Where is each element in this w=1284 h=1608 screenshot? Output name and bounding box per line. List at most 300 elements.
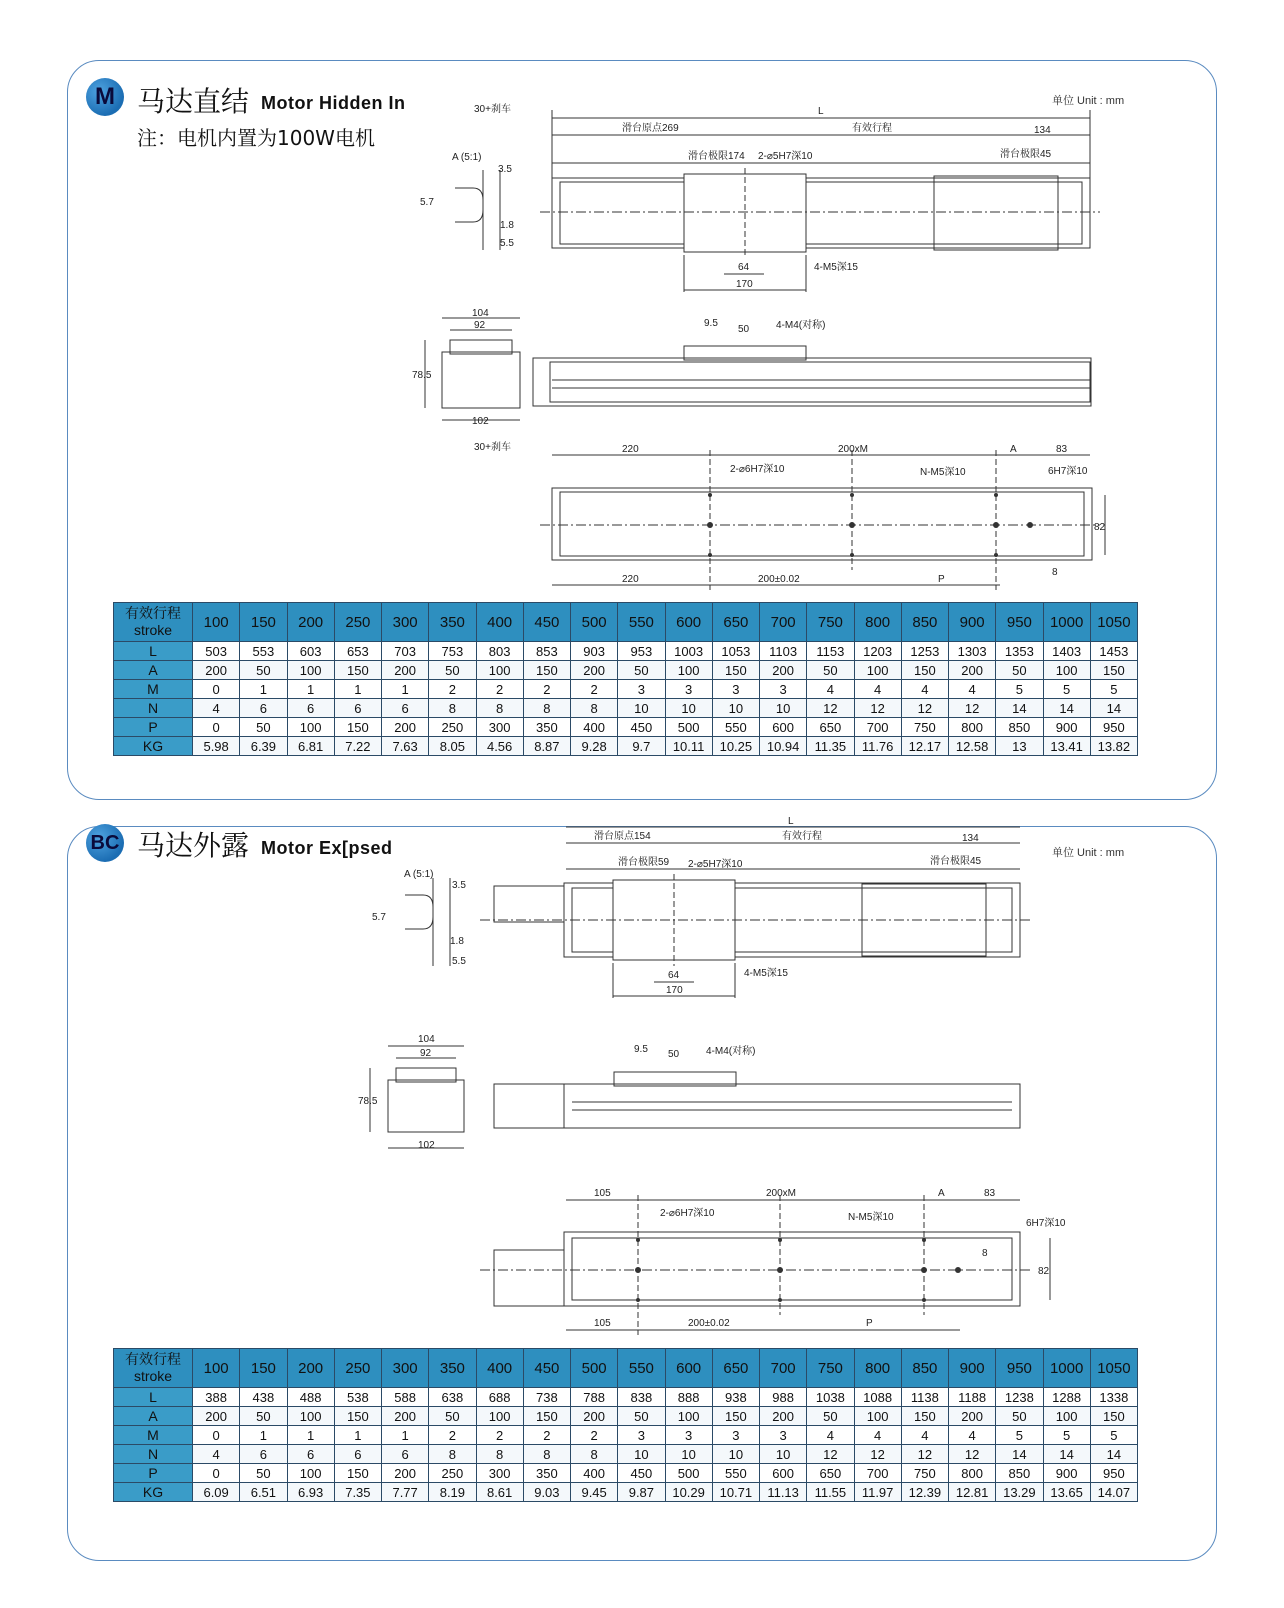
dim-a: A: [1010, 444, 1017, 455]
table-cell: 200: [193, 1407, 240, 1426]
table-cell: 850: [996, 1464, 1043, 1483]
dim-200-tol: 200±0.02: [688, 1318, 730, 1329]
table-row: [114, 1426, 1138, 1445]
table-cell: 6: [287, 699, 334, 718]
table-header-stroke: 600: [665, 603, 712, 642]
table-row: [114, 1445, 1138, 1464]
table-cell: 13.29: [996, 1483, 1043, 1502]
dim-m5: 4-M5深15: [814, 262, 858, 273]
table-cell: 12: [854, 699, 901, 718]
table-cell: 10: [665, 699, 712, 718]
table-cell: 100: [287, 661, 334, 680]
table-header-stroke: 200: [287, 1349, 334, 1388]
table-cell: 838: [618, 1388, 665, 1407]
header-label-en: stroke: [133, 1368, 173, 1384]
header-label-cn: 有效行程: [125, 605, 181, 621]
table-cell: 50: [807, 1407, 854, 1426]
table-cell: 12: [807, 699, 854, 718]
table-cell: 1: [240, 1426, 287, 1445]
dim-102: 102: [418, 1140, 435, 1151]
table-cell: 538: [334, 1388, 381, 1407]
section-title-en: Motor Hidden In: [261, 93, 406, 113]
dim-50: 50: [738, 324, 750, 335]
header-label-cn: 有效行程: [125, 1351, 181, 1367]
table-cell: 7.35: [334, 1483, 381, 1502]
table-cell: 6: [382, 1445, 429, 1464]
dim-9-5: 9.5: [704, 318, 718, 329]
table-cell: 2: [476, 1426, 523, 1445]
table-cell: 12: [901, 1445, 948, 1464]
table-cell: 503: [193, 642, 240, 661]
table-cell: 6: [240, 1445, 287, 1464]
table-cell: 953: [618, 642, 665, 661]
table-cell: 900: [1043, 718, 1090, 737]
table-cell: 7.77: [382, 1483, 429, 1502]
table-cell: 4: [193, 699, 240, 718]
table-cell: 1: [334, 1426, 381, 1445]
table-row-label: M: [114, 1426, 193, 1445]
dim-200xm: 200xM: [838, 444, 869, 455]
table-cell: 100: [476, 661, 523, 680]
table-cell: 200: [760, 661, 807, 680]
dim-64: 64: [738, 262, 750, 273]
dim-102: 102: [472, 416, 489, 427]
table-cell: 9.45: [571, 1483, 618, 1502]
table-cell: 4: [949, 1426, 996, 1445]
table-cell: 6.93: [287, 1483, 334, 1502]
table-cell: 5.98: [193, 737, 240, 756]
dim-5-7: 5.7: [420, 197, 434, 208]
table-cell: 6.39: [240, 737, 287, 756]
dim-brake-bottom: 30+刹车: [474, 442, 511, 453]
table-cell: 200: [382, 1407, 429, 1426]
table-header-stroke: 450: [523, 1349, 570, 1388]
table-cell: 10.11: [665, 737, 712, 756]
section-note: 注：电机内置为100W电机: [137, 126, 375, 150]
table-cell: 12.39: [901, 1483, 948, 1502]
dim-pin6: 2-⌀6H7深10: [730, 464, 785, 475]
dim-L: L: [818, 106, 824, 117]
table-cell: 350: [523, 1464, 570, 1483]
table-cell: 11.35: [807, 737, 854, 756]
table-cell: 8.87: [523, 737, 570, 756]
table-header-stroke: 700: [760, 603, 807, 642]
table-cell: 10.71: [712, 1483, 759, 1502]
table-header-row: [114, 1349, 1138, 1388]
table-cell: 12.58: [949, 737, 996, 756]
table-cell: 100: [1043, 1407, 1090, 1426]
table-cell: 10: [760, 699, 807, 718]
table-cell: 2: [523, 680, 570, 699]
dim-detail-a: A (5:1): [452, 152, 482, 163]
table-cell: 6: [334, 1445, 381, 1464]
table-cell: 800: [949, 1464, 996, 1483]
table-cell: 13.65: [1043, 1483, 1090, 1502]
table-header-stroke: 550: [618, 1349, 665, 1388]
dim-5-7: 5.7: [372, 912, 386, 923]
table-cell: 50: [996, 661, 1043, 680]
table-cell: 5: [1090, 680, 1137, 699]
table-cell: 1238: [996, 1388, 1043, 1407]
table-cell: 1: [240, 680, 287, 699]
dim-82: 82: [1094, 522, 1106, 533]
dim-105-bottom: 105: [594, 1318, 611, 1329]
table-row: [114, 1388, 1138, 1407]
table-cell: 4: [949, 680, 996, 699]
table-cell: 200: [949, 661, 996, 680]
table-row-label: P: [114, 718, 193, 737]
table-cell: 8: [523, 1445, 570, 1464]
dim-200-tol: 200±0.02: [758, 574, 800, 585]
table-cell: 950: [1090, 1464, 1137, 1483]
table-cell: 3: [712, 680, 759, 699]
table-cell: 12: [807, 1445, 854, 1464]
table-cell: 600: [760, 718, 807, 737]
table-header-stroke: 350: [429, 1349, 476, 1388]
dim-m4: 4-M4(对称): [706, 1046, 756, 1057]
table-cell: 4: [854, 680, 901, 699]
table-cell: 150: [901, 661, 948, 680]
table-cell: 750: [901, 1464, 948, 1483]
table-cell: 488: [287, 1388, 334, 1407]
table-cell: 50: [240, 1464, 287, 1483]
table-cell: 750: [901, 718, 948, 737]
table-row-label: M: [114, 680, 193, 699]
table-cell: 12: [949, 699, 996, 718]
dim-134: 134: [962, 833, 979, 844]
table-cell: 150: [523, 661, 570, 680]
table-cell: 1288: [1043, 1388, 1090, 1407]
table-row-label: KG: [114, 737, 193, 756]
dim-6h7: 6H7深10: [1026, 1218, 1066, 1229]
table-cell: 14: [1090, 699, 1137, 718]
dim-pin: 2-⌀5H7深10: [688, 859, 743, 870]
section-badge: M: [86, 78, 124, 116]
table-cell: 300: [476, 1464, 523, 1483]
table-header-stroke: 400: [476, 1349, 523, 1388]
dim-83: 83: [1056, 444, 1068, 455]
unit-label: 单位 Unit : mm: [1052, 847, 1125, 859]
table-cell: 1353: [996, 642, 1043, 661]
table-cell: 8: [429, 1445, 476, 1464]
table-cell: 150: [334, 718, 381, 737]
table-row-label: N: [114, 699, 193, 718]
table-header-stroke: 100: [193, 603, 240, 642]
table-cell: 903: [571, 642, 618, 661]
table-header-stroke: 500: [571, 1349, 618, 1388]
table-cell: 8: [476, 1445, 523, 1464]
table-cell: 6.51: [240, 1483, 287, 1502]
table-cell: 1253: [901, 642, 948, 661]
dim-1-8: 1.8: [500, 220, 514, 231]
table-cell: 200: [382, 1464, 429, 1483]
table-row-label: KG: [114, 1483, 193, 1502]
dim-82: 82: [1038, 1266, 1050, 1277]
table-cell: 150: [1090, 1407, 1137, 1426]
table-cell: 50: [429, 661, 476, 680]
dim-limit-left: 滑台极限59: [618, 857, 670, 868]
table-header-stroke: 1000: [1043, 603, 1090, 642]
dim-134: 134: [1034, 125, 1051, 136]
table-cell: 11.13: [760, 1483, 807, 1502]
table-cell: 600: [760, 1464, 807, 1483]
table-header-stroke: 550: [618, 603, 665, 642]
dim-detail-a: A (5:1): [404, 869, 434, 880]
table-cell: 13: [996, 737, 1043, 756]
table-cell: 200: [571, 661, 618, 680]
table-cell: 200: [382, 661, 429, 680]
table-cell: 3: [665, 1426, 712, 1445]
table-cell: 4.56: [476, 737, 523, 756]
dim-9-5: 9.5: [634, 1044, 648, 1055]
table-header-stroke: 100: [193, 1349, 240, 1388]
table-cell: 12: [854, 1445, 901, 1464]
table-header-stroke: 200: [287, 603, 334, 642]
table-cell: 450: [618, 718, 665, 737]
table-cell: 300: [476, 718, 523, 737]
table-cell: 200: [949, 1407, 996, 1426]
table-cell: 150: [901, 1407, 948, 1426]
table-cell: 450: [618, 1464, 665, 1483]
dim-pin: 2-⌀5H7深10: [758, 151, 813, 162]
table-header-stroke: 500: [571, 603, 618, 642]
table-cell: 6: [240, 699, 287, 718]
dim-nm5: N-M5深10: [848, 1212, 894, 1223]
table-cell: 6: [287, 1445, 334, 1464]
table-header-stroke: 150: [240, 603, 287, 642]
dim-5-5: 5.5: [500, 238, 514, 249]
table-cell: 588: [382, 1388, 429, 1407]
dim-origin: 滑台原点269: [622, 123, 679, 134]
table-row-label: L: [114, 1388, 193, 1407]
dim-170: 170: [736, 279, 753, 290]
table-row-label: N: [114, 1445, 193, 1464]
table-cell: 553: [240, 642, 287, 661]
table-cell: 50: [618, 1407, 665, 1426]
table-cell: 150: [712, 661, 759, 680]
table-cell: 638: [429, 1388, 476, 1407]
table-cell: 1203: [854, 642, 901, 661]
table-cell: 11.97: [854, 1483, 901, 1502]
table-cell: 1: [287, 680, 334, 699]
unit-label: 单位 Unit : mm: [1052, 95, 1125, 107]
table-cell: 100: [287, 1407, 334, 1426]
table-cell: 7.22: [334, 737, 381, 756]
section-badge: BC: [86, 824, 124, 862]
table-cell: 4: [807, 680, 854, 699]
table-cell: 738: [523, 1388, 570, 1407]
table-cell: 2: [429, 680, 476, 699]
table-cell: 100: [665, 1407, 712, 1426]
table-cell: 6.81: [287, 737, 334, 756]
table-cell: 650: [807, 1464, 854, 1483]
table-cell: 8.05: [429, 737, 476, 756]
table-cell: 100: [1043, 661, 1090, 680]
table-cell: 350: [523, 718, 570, 737]
table-cell: 950: [1090, 718, 1137, 737]
table-cell: 1338: [1090, 1388, 1137, 1407]
dim-limit-left: 滑台极限174: [688, 151, 745, 162]
table-header-stroke: 350: [429, 603, 476, 642]
dim-3-5: 3.5: [498, 164, 512, 175]
dim-50: 50: [668, 1049, 680, 1060]
table-row: [114, 1483, 1138, 1502]
table-cell: 5: [996, 680, 1043, 699]
dim-a: A: [938, 1188, 945, 1199]
dim-104: 104: [472, 308, 489, 319]
table-cell: 7.63: [382, 737, 429, 756]
table-cell: 10: [712, 699, 759, 718]
table-cell: 11.55: [807, 1483, 854, 1502]
table-cell: 1: [287, 1426, 334, 1445]
dim-64: 64: [668, 970, 680, 981]
table-cell: 5: [1090, 1426, 1137, 1445]
table-cell: 250: [429, 1464, 476, 1483]
table-cell: 5: [1043, 680, 1090, 699]
dim-m5: 4-M5深15: [744, 968, 788, 979]
table-cell: 13.82: [1090, 737, 1137, 756]
table-cell: 1138: [901, 1388, 948, 1407]
table-cell: 5: [996, 1426, 1043, 1445]
table-cell: 438: [240, 1388, 287, 1407]
table-cell: 10: [760, 1445, 807, 1464]
table-cell: 888: [665, 1388, 712, 1407]
table-cell: 200: [193, 661, 240, 680]
dim-nm5: N-M5深10: [920, 467, 966, 478]
table-row: [114, 1407, 1138, 1426]
table-cell: 853: [523, 642, 570, 661]
table-header-stroke: 1000: [1043, 1349, 1090, 1388]
table-cell: 2: [571, 680, 618, 699]
table-cell: 100: [476, 1407, 523, 1426]
dim-105-top: 105: [594, 1188, 611, 1199]
table-cell: 1: [382, 680, 429, 699]
table-cell: 4: [854, 1426, 901, 1445]
table-cell: 14: [1043, 699, 1090, 718]
dim-6h7: 6H7深10: [1048, 466, 1088, 477]
table-cell: 900: [1043, 1464, 1090, 1483]
table-cell: 3: [760, 1426, 807, 1445]
table-cell: 14: [996, 699, 1043, 718]
table-cell: 2: [571, 1426, 618, 1445]
table-row-label: P: [114, 1464, 193, 1483]
table-cell: 200: [760, 1407, 807, 1426]
table-cell: 603: [287, 642, 334, 661]
dim-200xm: 200xM: [766, 1188, 797, 1199]
table-cell: 4: [901, 1426, 948, 1445]
table-cell: 650: [807, 718, 854, 737]
table-cell: 100: [665, 661, 712, 680]
table-cell: 12: [901, 699, 948, 718]
table-header-stroke: 650: [712, 603, 759, 642]
table-cell: 50: [240, 661, 287, 680]
table-cell: 803: [476, 642, 523, 661]
table-cell: 6.09: [193, 1483, 240, 1502]
table-cell: 11.76: [854, 737, 901, 756]
table-cell: 1303: [949, 642, 996, 661]
table-cell: 1153: [807, 642, 854, 661]
table-header-stroke: 250: [334, 1349, 381, 1388]
table-cell: 10.25: [712, 737, 759, 756]
table-cell: 1188: [949, 1388, 996, 1407]
table-row-label: L: [114, 642, 193, 661]
table-header-stroke: 800: [854, 1349, 901, 1388]
table-cell: 150: [334, 1464, 381, 1483]
table-header-stroke: 950: [996, 1349, 1043, 1388]
dim-220-bottom: 220: [622, 574, 639, 585]
table-cell: 0: [193, 1464, 240, 1483]
table-cell: 8: [429, 699, 476, 718]
dim-5-5: 5.5: [452, 956, 466, 967]
dim-83: 83: [984, 1188, 996, 1199]
dim-92: 92: [420, 1048, 432, 1059]
table-cell: 1003: [665, 642, 712, 661]
table-cell: 550: [712, 1464, 759, 1483]
table-cell: 14: [1043, 1445, 1090, 1464]
dim-78-5: 78.5: [412, 370, 432, 381]
table-header-stroke: 600: [665, 1349, 712, 1388]
table-cell: 3: [618, 680, 665, 699]
table-cell: 6: [382, 699, 429, 718]
dim-104: 104: [418, 1034, 435, 1045]
table-cell: 50: [996, 1407, 1043, 1426]
table-cell: 1053: [712, 642, 759, 661]
table-header-stroke: 900: [949, 603, 996, 642]
table-header-stroke: 800: [854, 603, 901, 642]
table-cell: 8.61: [476, 1483, 523, 1502]
table-cell: 200: [382, 718, 429, 737]
table-cell: 988: [760, 1388, 807, 1407]
table-cell: 400: [571, 718, 618, 737]
table-header-stroke: 650: [712, 1349, 759, 1388]
header-label-en: stroke: [133, 622, 173, 638]
table-cell: 150: [712, 1407, 759, 1426]
table-header-stroke: 400: [476, 603, 523, 642]
section-title-cn: 马达外露: [137, 829, 250, 862]
table-cell: 938: [712, 1388, 759, 1407]
table-cell: 8: [571, 1445, 618, 1464]
table-cell: 2: [523, 1426, 570, 1445]
table-cell: 100: [287, 1464, 334, 1483]
table-cell: 12.81: [949, 1483, 996, 1502]
dim-92: 92: [474, 320, 486, 331]
table-cell: 100: [287, 718, 334, 737]
table-cell: 800: [949, 718, 996, 737]
table-cell: 10.94: [760, 737, 807, 756]
table-cell: 1088: [854, 1388, 901, 1407]
dim-8: 8: [1052, 567, 1058, 578]
table-cell: 10: [618, 1445, 665, 1464]
table-cell: 1: [334, 680, 381, 699]
table-cell: 653: [334, 642, 381, 661]
table-cell: 150: [334, 661, 381, 680]
table-cell: 5: [1043, 1426, 1090, 1445]
table-header-stroke: 450: [523, 603, 570, 642]
table-cell: 1403: [1043, 642, 1090, 661]
dim-220-top: 220: [622, 444, 639, 455]
dim-170: 170: [666, 985, 683, 996]
table-header-stroke: 300: [382, 1349, 429, 1388]
table-cell: 700: [854, 718, 901, 737]
table-cell: 1103: [760, 642, 807, 661]
table-cell: 1: [382, 1426, 429, 1445]
table-cell: 10: [712, 1445, 759, 1464]
table-cell: 3: [712, 1426, 759, 1445]
dim-pin6: 2-⌀6H7深10: [660, 1208, 715, 1219]
table-cell: 8: [523, 699, 570, 718]
table-header-label: [114, 1349, 193, 1388]
table-header-stroke: 700: [760, 1349, 807, 1388]
